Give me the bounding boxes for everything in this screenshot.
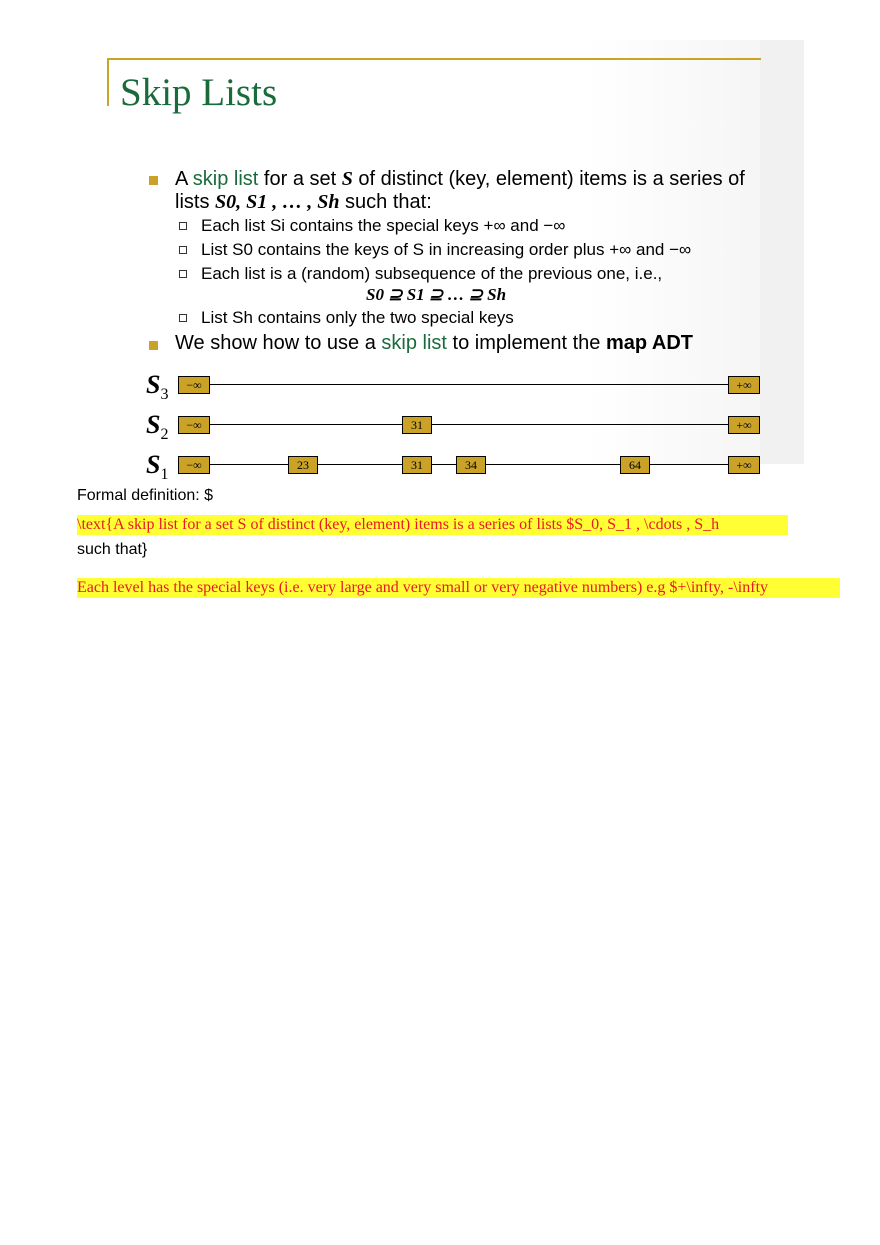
sub-bullet-2: List S0 contains the keys of S in increasing order plus +∞ and −∞ — [201, 240, 692, 259]
level-label-s2: $S_2$ — [146, 410, 169, 444]
sub-bullet-marker — [179, 270, 187, 278]
level-label-s1: $S_1$ — [146, 450, 169, 484]
sub-bullet-marker — [179, 222, 187, 230]
highlighted-text-2: Each level has the special keys (i.e. very large and very small or very negative numbers) e.g $+\infty, -\infty — [77, 578, 840, 598]
title-rule-left — [107, 58, 109, 106]
node-key: 64 — [620, 456, 650, 474]
slide-shade — [760, 40, 804, 464]
node-key: 31 — [402, 456, 432, 474]
highlighted-text-1: \text{A skip list for a set S of distinct (key, element) items is a series of lists $S_0, S_1 , \cdots , S_h — [77, 515, 788, 535]
node-key: 34 — [456, 456, 486, 474]
bullet-1-line-1: A skip list for a set S of distinct (key, element) items is a series of — [175, 168, 745, 190]
bullet-2: We show how to use a skip list to implement the map ADT — [175, 332, 693, 354]
node-neg-infinity: −∞ — [178, 416, 210, 434]
slide-image — [76, 40, 804, 484]
node-pos-infinity: +∞ — [728, 456, 760, 474]
node-pos-infinity: +∞ — [728, 376, 760, 394]
level-label-s3: $S_3$ — [146, 370, 169, 404]
bullet-1-line-2: lists S0, S1 , … , Sh such that: — [175, 191, 432, 213]
node-key: 31 — [402, 416, 432, 434]
bullet-marker — [149, 176, 158, 185]
level-line-s3 — [208, 384, 728, 385]
sub-bullet-marker — [179, 246, 187, 254]
slide-title: Skip Lists — [120, 71, 278, 114]
subsequence-formula: S0 ⊇ S1 ⊇ … ⊇ Sh — [366, 285, 507, 304]
level-line-s2 — [208, 424, 728, 425]
node-pos-infinity: +∞ — [728, 416, 760, 434]
node-neg-infinity: −∞ — [178, 376, 210, 394]
node-key: 23 — [288, 456, 318, 474]
such-that-text: such that} — [77, 541, 148, 558]
node-neg-infinity: −∞ — [178, 456, 210, 474]
sub-bullet-1: Each list Si contains the special keys +∞ and −∞ — [201, 216, 566, 235]
lists-formula: S0, S1 , … , Sh — [215, 191, 340, 213]
title-rule — [107, 58, 761, 60]
sub-bullet-marker — [179, 314, 187, 322]
bullet-marker — [149, 341, 158, 350]
sub-bullet-4: List Sh contains only the two special keys — [201, 308, 514, 327]
formal-definition-text: Formal definition: $ — [77, 487, 214, 504]
sub-bullet-3: Each list is a (random) subsequence of the previous one, i.e., — [201, 264, 663, 283]
